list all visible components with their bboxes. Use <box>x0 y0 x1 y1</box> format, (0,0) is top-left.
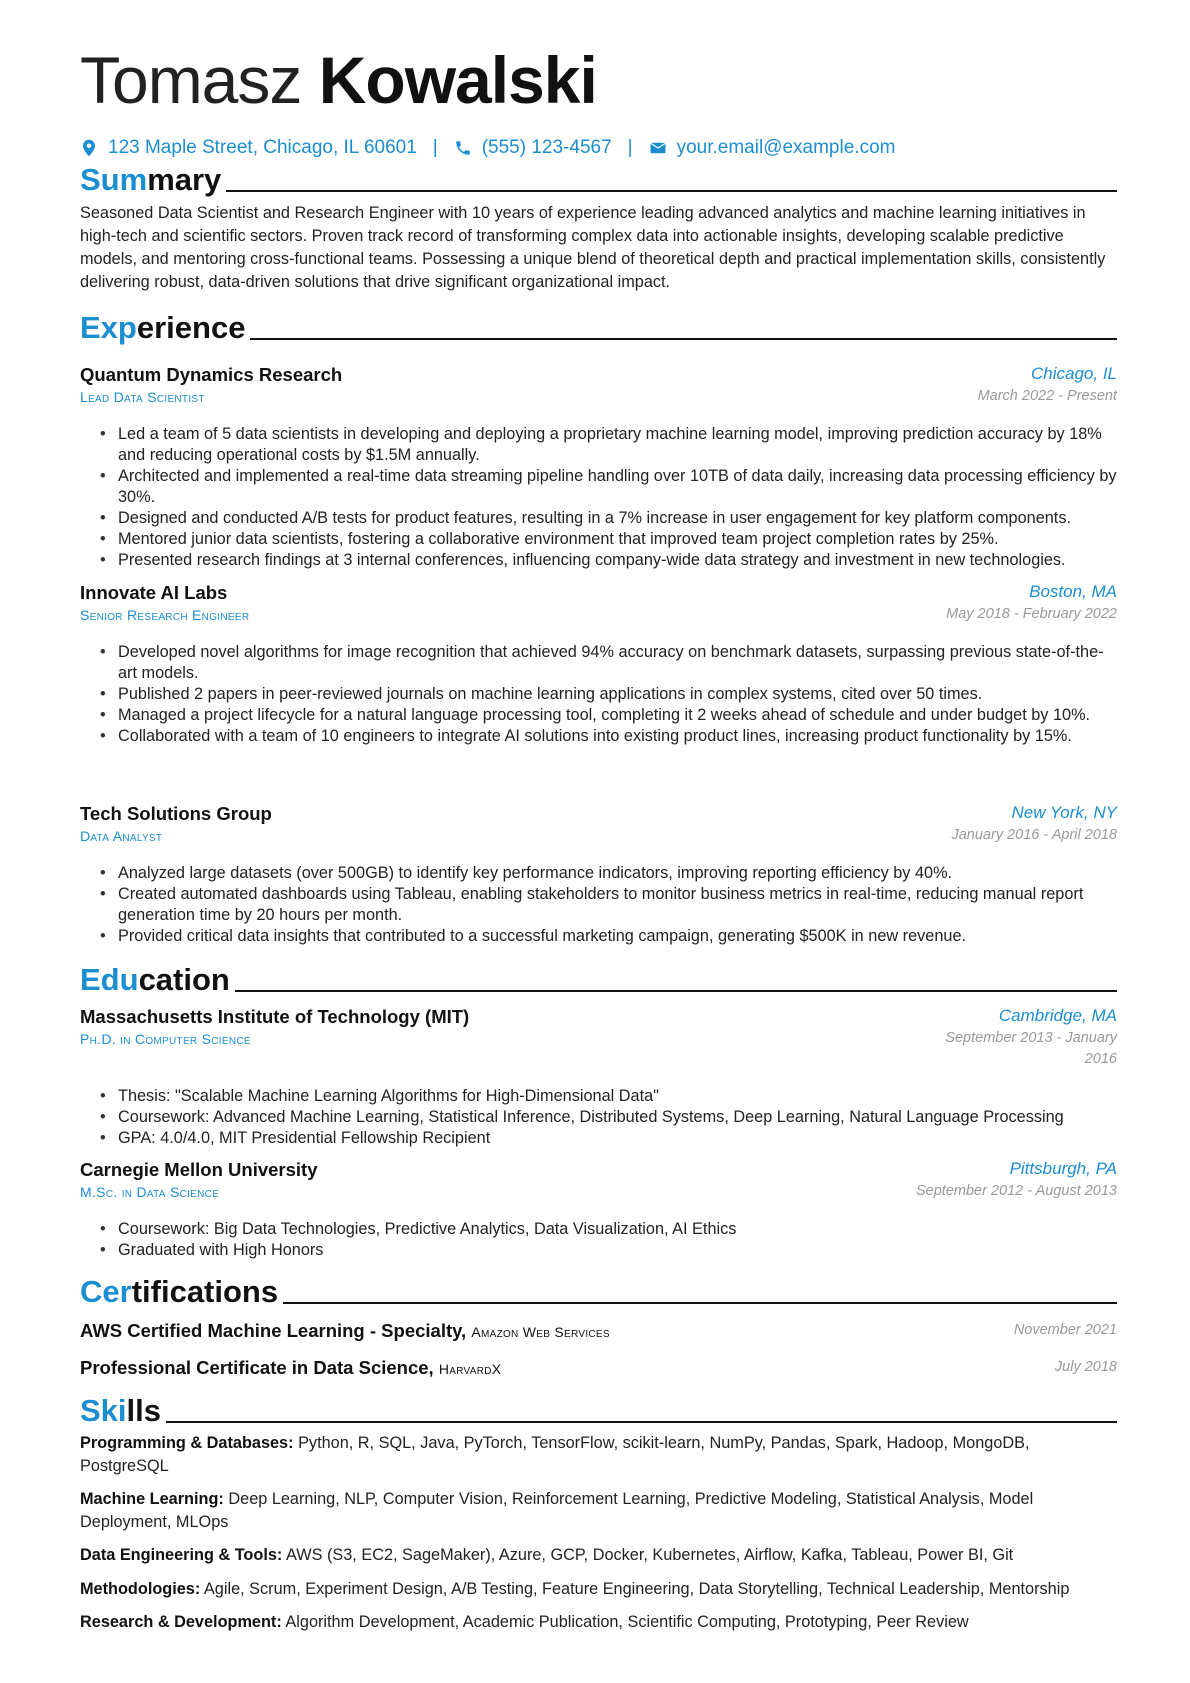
section-title: Skills <box>80 1393 161 1428</box>
skill-value: Agile, Scrum, Experiment Design, A/B Testing, Feature Engineering, Data Storytelling, Technical Leadership, Mentorship <box>203 1580 1070 1598</box>
summary-heading <box>80 158 1117 198</box>
last-name: Kowalski <box>318 43 597 117</box>
skill-label: Data Engineering & Tools: <box>80 1546 283 1564</box>
job-role: Lead Data Scientist <box>80 389 205 405</box>
skill-value: Deep Learning, NLP, Computer Vision, Reinforcement Learning, Predictive Modeling, Statistical Analysis, Model Deployment, MLOps <box>80 1490 1034 1531</box>
job-location: Chicago, IL <box>1031 364 1117 383</box>
list-item: • Graduated with High Honors <box>100 1240 1117 1261</box>
map-pin-icon <box>80 139 98 157</box>
skills-heading <box>80 1389 1117 1429</box>
school-location: Pittsburgh, PA <box>1009 1159 1117 1178</box>
certification-name: Professional Certificate in Data Science <box>80 1357 429 1378</box>
school-dates: September 2012 - August 2013 <box>916 1183 1117 1199</box>
certification-item: Professional Certificate in Data Science, HarvardX <box>80 1357 502 1378</box>
certification-date: July 2018 <box>1054 1359 1117 1375</box>
contact-separator: | <box>627 137 633 158</box>
skill-label: Machine Learning: <box>80 1490 224 1508</box>
section-rule <box>235 990 1117 992</box>
skill-value: AWS (S3, EC2, SageMaker), Azure, GCP, Docker, Kubernetes, Airflow, Kafka, Tableau, Power BI, Git <box>285 1546 1014 1564</box>
school-bullets <box>100 1219 1117 1261</box>
school-dates: September 2013 - January <box>945 1030 1117 1046</box>
list-item: • Created automated dashboards using Tableau, enabling stakeholders to monitor business metrics in real-time, reducing manual report generation time by 20 hours per month. <box>100 884 1117 926</box>
email-text: your.email@example.com <box>676 137 896 158</box>
company-name: Tech Solutions Group <box>80 803 272 824</box>
summary-text: Seasoned Data Scientist and Research Engineer with 10 years of experience leading advanced analytics and machine learning initiatives in high-tech and scientific sectors. Proven track record of transforming complex data into actionable insights, developing scalable predictive models, and mentoring cross-functional teams. Possessing a unique blend of theoretical depth and practical implementation skills, consistently delivering robust, data-driven solutions that drive significant organizational impact. <box>80 204 1106 291</box>
section-title: Experience <box>80 310 246 345</box>
certification-issuer: Amazon Web Services <box>471 1324 610 1340</box>
certification-issuer: HarvardX <box>438 1361 502 1377</box>
list-item: • Developed novel algorithms for image recognition that achieved 94% accuracy on benchmark datasets, surpassing previous state-of-the-art models. <box>100 642 1117 684</box>
list-item: • Collaborated with a team of 10 engineers to integrate AI solutions into existing product lines, increasing product functionality by 15%. <box>100 726 1117 747</box>
skill-row <box>80 1488 1117 1534</box>
section-rule <box>226 190 1117 192</box>
section-title: Summary <box>80 162 222 197</box>
education-heading <box>80 958 1117 998</box>
company-name: Innovate AI Labs <box>80 582 228 603</box>
list-item: • Thesis: "Scalable Machine Learning Algorithms for High-Dimensional Data" <box>100 1086 1117 1107</box>
list-item: • Managed a project lifecycle for a natural language processing tool, completing it 2 weeks ahead of schedule and under budget by 10%. <box>100 705 1117 726</box>
job-bullets <box>100 863 1117 947</box>
phone-icon <box>454 139 472 157</box>
list-item: • Presented research findings at 3 internal conferences, influencing company-wide data strategy and investment in new technologies. <box>100 550 1117 571</box>
school-location: Cambridge, MA <box>998 1006 1117 1025</box>
candidate-name <box>80 40 597 120</box>
skill-row <box>80 1544 1117 1567</box>
job-dates: May 2018 - February 2022 <box>946 606 1117 622</box>
skill-label: Programming & Databases: <box>80 1434 294 1452</box>
list-item: • Published 2 papers in peer-reviewed journals on machine learning applications in complex systems, cited over 50 times. <box>100 684 1117 705</box>
list-item: • Architected and implemented a real-time data streaming pipeline handling over 10TB of data daily, increasing data processing efficiency by 30%. <box>100 466 1117 508</box>
job-bullets <box>100 424 1117 571</box>
list-item: • Analyzed large datasets (over 500GB) to identify key performance indicators, improving reporting efficiency by 40%. <box>100 863 1117 884</box>
certifications-heading <box>80 1270 1117 1310</box>
phone-item[interactable] <box>454 137 612 159</box>
skill-label: Research & Development: <box>80 1613 282 1631</box>
address-item <box>80 137 417 159</box>
certification-name: AWS Certified Machine Learning - Specialty <box>80 1320 462 1341</box>
experience-heading <box>80 306 1117 346</box>
degree: M.Sc. in Data Science <box>80 1184 220 1200</box>
job-location: Boston, MA <box>1029 582 1117 601</box>
envelope-icon <box>649 139 667 157</box>
list-item: • Led a team of 5 data scientists in developing and deploying a proprietary machine learning model, improving prediction accuracy by 18% and reducing operational costs by $1.5M annually. <box>100 424 1117 466</box>
job-location: New York, NY <box>1011 803 1117 822</box>
list-item: • GPA: 4.0/4.0, MIT Presidential Fellowship Recipient <box>100 1128 1117 1149</box>
school-name: Carnegie Mellon University <box>80 1159 318 1180</box>
job-role: Senior Research Engineer <box>80 607 250 623</box>
email-item[interactable] <box>649 137 896 159</box>
degree: Ph.D. in Computer Science <box>80 1031 251 1047</box>
skill-label: Methodologies: <box>80 1580 201 1598</box>
list-item: • Provided critical data insights that contributed to a successful marketing campaign, generating $500K in new revenue. <box>100 926 1117 947</box>
contact-separator: | <box>432 137 438 158</box>
list-item: • Coursework: Big Data Technologies, Predictive Analytics, Data Visualization, AI Ethics <box>100 1219 1117 1240</box>
job-role: Data Analyst <box>80 828 163 844</box>
section-title: Certifications <box>80 1274 279 1309</box>
school-dates: 2016 <box>1084 1051 1117 1067</box>
skill-row <box>80 1578 1117 1601</box>
school-bullets <box>100 1086 1117 1149</box>
section-title: Education <box>80 962 230 997</box>
job-bullets <box>100 642 1117 747</box>
skill-value: Python, R, SQL, Java, PyTorch, TensorFlow, scikit-learn, NumPy, Pandas, Spark, Hadoop, MongoDB, PostgreSQL <box>80 1434 1030 1475</box>
skill-row <box>80 1611 1117 1634</box>
list-item: • Mentored junior data scientists, fostering a collaborative environment that improved team project completion rates by 25%. <box>100 529 1117 550</box>
address-text: 123 Maple Street, Chicago, IL 60601 <box>108 137 417 158</box>
school-name: Massachusetts Institute of Technology (MIT) <box>80 1006 470 1027</box>
phone-text: (555) 123-4567 <box>481 137 612 158</box>
list-item: • Designed and conducted A/B tests for product features, resulting in a 7% increase in user engagement for key platform components. <box>100 508 1117 529</box>
list-item: • Coursework: Advanced Machine Learning, Statistical Inference, Distributed Systems, Deep Learning, Natural Language Processing <box>100 1107 1117 1128</box>
skill-value: Algorithm Development, Academic Publication, Scientific Computing, Prototyping, Peer Review <box>285 1613 969 1631</box>
job-dates: January 2016 - April 2018 <box>951 827 1117 843</box>
section-rule <box>250 338 1117 340</box>
certification-date: November 2021 <box>1013 1322 1117 1338</box>
section-rule <box>166 1421 1117 1423</box>
skill-row <box>80 1432 1117 1478</box>
company-name: Quantum Dynamics Research <box>80 364 343 385</box>
job-dates: March 2022 - Present <box>977 388 1117 404</box>
first-name: Tomasz <box>80 43 302 117</box>
section-rule <box>283 1302 1117 1304</box>
certification-item: AWS Certified Machine Learning - Specialty, Amazon Web Services <box>80 1320 610 1341</box>
